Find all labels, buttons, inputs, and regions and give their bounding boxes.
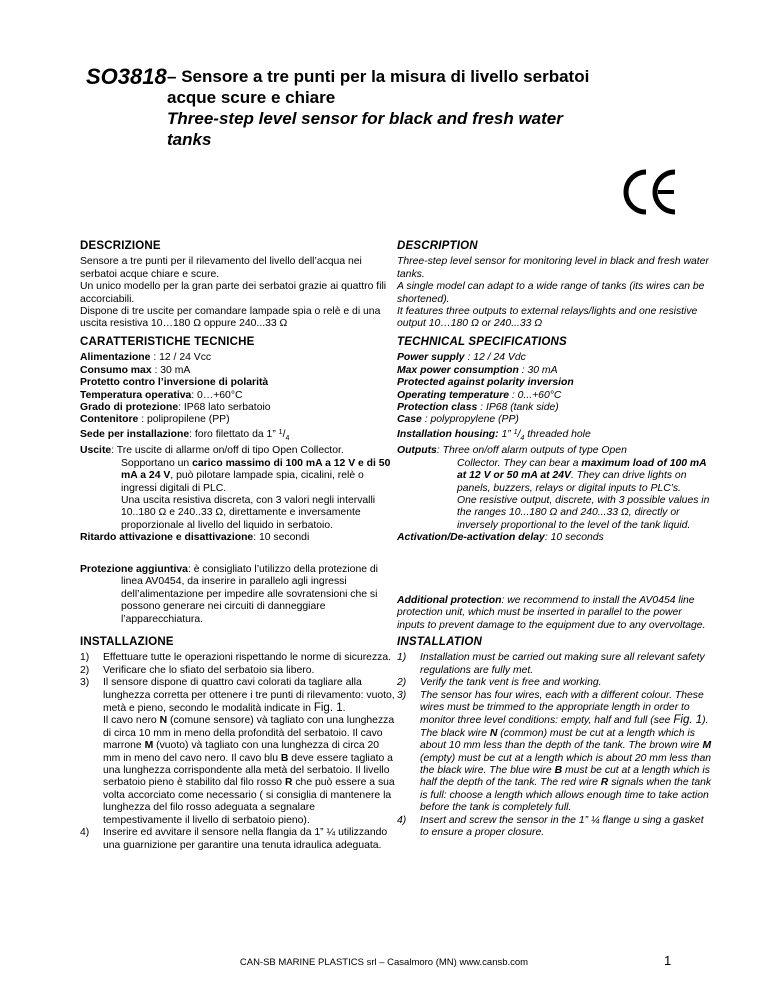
specs-en bbox=[397, 336, 712, 545]
section-heading: TECHNICAL SPECIFICATIONS bbox=[397, 336, 567, 348]
spec-line: Case : polypropylene (PP) bbox=[397, 414, 519, 426]
title-italian-line1: Sensore a tre punti per la misura di livello serbatoi bbox=[181, 67, 590, 86]
list-item: 2) Verificare che lo sfiato del serbatoio sia libero. bbox=[80, 664, 315, 676]
list-item: 2) Verify the tank vent is free and working. bbox=[397, 677, 602, 689]
spec-line: One resistive output, discrete, with 3 possible values in the ranges 10...180 Ω and 240...33 Ω, directly or inversely proportional to the level of the tank liquid. bbox=[457, 494, 710, 531]
document-title bbox=[167, 66, 687, 150]
footer: CAN-SB MARINE PLASTICS srl – Casalmoro (MN) www.cansb.com bbox=[239, 957, 529, 968]
spec-line: Power supply : 12 / 24 Vdc bbox=[397, 352, 526, 364]
installation-en bbox=[397, 636, 712, 840]
specs-it bbox=[80, 336, 395, 545]
paragraph: A single model can adapt to a wide range of tanks (its wires can be shortened). bbox=[397, 281, 705, 305]
section-heading: DESCRIZIONE bbox=[80, 240, 161, 252]
spec-line: Sede per installazione: foro filettato da 1” $^1/_4$ bbox=[80, 428, 290, 442]
paragraph: Sensore a tre punti per il rilevamento del livello dell’acqua nei serbatoi acque chiare e scure. bbox=[80, 256, 362, 280]
product-code: SO3818 bbox=[86, 64, 167, 89]
list-item: 4) Insert and screw the sensor in the 1” ¼ flange u sing a gasket to ensure a proper closure. bbox=[397, 814, 704, 839]
page-number: 1 bbox=[664, 953, 672, 968]
section-heading: DESCRIPTION bbox=[397, 240, 478, 252]
installation-steps bbox=[397, 652, 712, 839]
spec-line: Grado di protezione: IP68 lato serbatoio bbox=[80, 402, 271, 414]
spec-line: Outputs: Three on/off alarm outputs of type Open bbox=[397, 445, 627, 457]
spec-line: Una uscita resistiva discreta, con 3 valori negli intervalli 10..180 Ω e 240..33 Ω, direttamente e inversamente proporzionale al livello del liquido in serbatoio. bbox=[121, 494, 376, 531]
spec-line: Uscite: Tre uscite di allarme on/off di tipo Open Collector. bbox=[80, 445, 344, 457]
list-item: 3) Il sensore dispone di quattro cavi colorati da tagliare alla lunghezza corretta per ottenere i tre punti di rilevamento: vuoto, metà e pieno, secondo le modalità indicate in Fig. 1. Il cavo nero N (comune sensore) và tagliato con una lunghezza di circa 10 mm in meno della profondità del serbatoio. Il cavo marrone M (vuoto) và tagliato con una lunghezza di circa 20 mm in meno del cavo nero. Il cavo blu B deve essere tagliato a una lunghezza corrispondente alla metà del serbatoio. Il livello serbatoio pieno è stabilito dal filo rosso R che può essere a sua volta accorciato come necessario ( si consiglia di mantenere la lunghezza del filo rosso adeguata a segnalare tempestivamente il livello di serbatoio pieno). bbox=[80, 677, 395, 826]
title-italian-line2: acque scure e chiare bbox=[167, 88, 336, 107]
spec-line: Protetto contro l’inversione di polarità bbox=[80, 377, 269, 389]
spec-line: Installation housing: 1” $^1/_4$ threaded hole bbox=[397, 428, 591, 442]
spec-line: Max power consumption : 30 mA bbox=[397, 364, 558, 376]
spec-line: Temperatura operativa: 0…+60°C bbox=[80, 389, 243, 401]
section-heading: CARATTERISTICHE TECNICHE bbox=[80, 336, 255, 348]
spec-line: Ritardo attivazione e disattivazione: 10 secondi bbox=[80, 532, 310, 544]
paragraph: Three-step level sensor for monitoring level in black and fresh water tanks. bbox=[397, 256, 709, 280]
title-separator: – bbox=[167, 67, 182, 86]
spec-line: Alimentazione : 12 / 24 Vcc bbox=[80, 352, 212, 364]
installation-it bbox=[80, 636, 395, 852]
list-item: 4) Inserire ed avvitare il sensore nella flangia da 1” ¼ utilizzando una guarnizione per garantire una tenuta idraulica adeguata. bbox=[80, 827, 388, 851]
list-item: 1) Effettuare tutte le operazioni rispettando le norme di sicurezza. bbox=[80, 652, 392, 664]
spec-line: Collector. They can bear a maximum load of 100 mA at 12 V or 50 mA at 24V. They can drive lights on panels, buzzers, relays or digital inputs to PLC’s. bbox=[457, 457, 707, 494]
title-english-line1: Three-step level sensor for black and fresh water bbox=[167, 109, 563, 128]
section-heading: INSTALLATION bbox=[397, 636, 483, 648]
protection-it bbox=[80, 564, 395, 626]
protection-text: Protezione aggiuntiva: è consigliato l’utilizzo della protezione di linea AV0454, da inserire in parallelo agli ingressi dell’alimentazione per impedire alle sovratensioni che si possono generare nei circuiti di danneggiare l’apparecchiatura. bbox=[80, 564, 378, 625]
list-item: 3) The sensor has four wires, each with a different colour. These wires must be trimmed to the appropriate length in order to monitor three level conditions: empty, half and full (see Fig. 1). The black wire N (common) must be cut at a length which is about 10 mm less than the depth of the tank. The brown wire M (empty) must be cut at a length which is about 20 mm less than the black wire. The blue wire B must be cut at a length which is half the depth of the tank. The red wire R signals when the tank is full: choose a length which allows enough time to take action before the tank is completely full. bbox=[397, 689, 712, 814]
spec-line: Operating temperature : 0...+60°C bbox=[397, 389, 562, 401]
description-en bbox=[397, 240, 712, 331]
section-heading: INSTALLAZIONE bbox=[80, 636, 174, 648]
protection-text: Additional protection: we recommend to install the AV0454 line protection unit, which must be inserted in parallel to the power inputs to prevent damage to the equipment due to any overvoltage. bbox=[397, 595, 706, 631]
spec-line: Activation/De-activation delay: 10 seconds bbox=[397, 532, 604, 544]
installation-steps bbox=[80, 652, 395, 852]
ce-mark-icon bbox=[620, 168, 680, 216]
spec-line: Consumo max : 30 mA bbox=[80, 364, 191, 376]
paragraph: Dispone di tre uscite per comandare lampade spia o relè e di una uscita resistiva 10…180 Ω oppure 240...33 Ω bbox=[80, 306, 381, 330]
paragraph: Un unico modello per la gran parte dei serbatoi grazie ai quattro fili accorciabili. bbox=[80, 281, 387, 305]
spec-line: Contenitore : polipropilene (PP) bbox=[80, 414, 230, 426]
protection-en bbox=[397, 595, 712, 632]
spec-line: Protected against polarity inversion bbox=[397, 377, 574, 389]
spec-line: Sopportano un carico massimo di 100 mA a 12 V e di 50 mA a 24 V, può pilotare lampade spia, cicalini, relè o ingressi digitali di PLC. bbox=[121, 457, 391, 494]
paragraph: It features three outputs to external relays/lights and one resistive output 10…180 Ω or 240...33 Ω bbox=[397, 306, 698, 330]
title-english-line2: tanks bbox=[167, 130, 212, 149]
description-it bbox=[80, 240, 395, 331]
spec-line: Protection class : IP68 (tank side) bbox=[397, 402, 559, 414]
list-item: 1) Installation must be carried out making sure all relevant safety regulations are fully met. bbox=[397, 652, 705, 676]
